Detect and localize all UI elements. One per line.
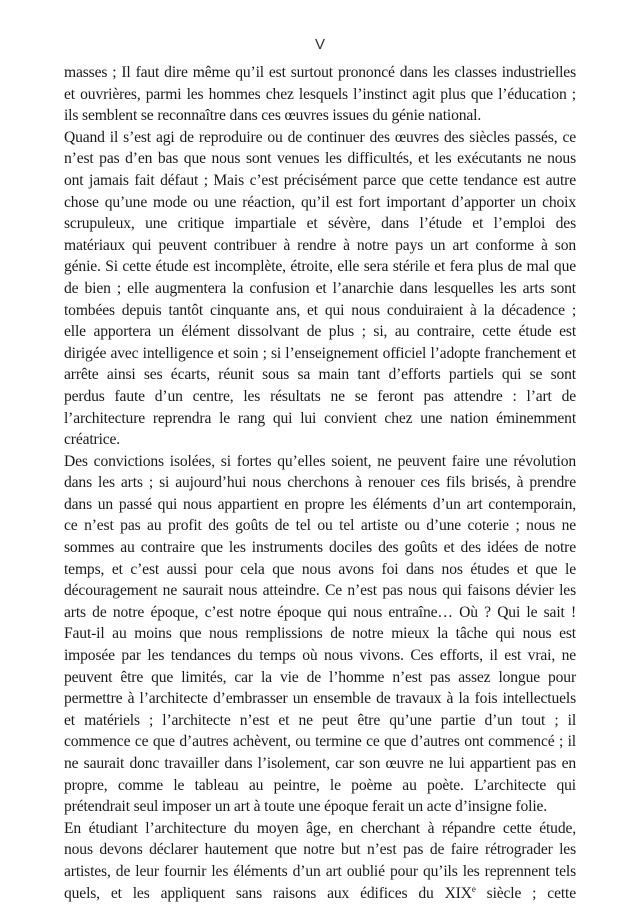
text-line: Quand il s’est agi de reproduire ou de continuer des œuvres des siècles passés, ce [64,128,576,146]
text-line: artistes, de leur fournir les éléments d’un art oublié pour qu’ils les reprennent tels [64,862,576,880]
text-line: scrupuleux, une critique impartiale et sévère, dans l’étude et l’emploi des [64,215,576,233]
document-body [64,62,576,904]
text-line: arts de notre époque, c’est notre époque qui nous entraîne… Où ? Qui le sait ! [64,603,576,621]
text-line: et matériels ; l’architecte n’est et ne peut être qu’une partie d’un tout ; il [64,711,576,729]
text-segment: quels, et les appliquent sans raisons aux édifices du XIX [64,884,472,902]
text-line: Faut-il au moins que nous remplissions de notre mieux la tâche qui nous est [64,625,576,643]
text-line: chose qu’une mode ou une réaction, qu’il est fort important d’apporter un choix [64,193,576,211]
text-line: créatrice. [64,431,121,449]
text-line: imposée par les tendances du temps où nous vivons. Ces efforts, il est vrai, ne [64,647,576,665]
text-line: n’est pas d’en bas que nous sont venues les difficultés, et les exécutants ne nous [64,150,576,168]
text-line: de bien ; elle augmentera la confusion et l’anarchie dans lesquelles les arts sont [64,279,576,297]
text-line: dans un passé qui nous appartient en propre les éléments d’un art contemporain, [64,495,576,513]
text-line: l’architecture reprendra le rang qui lui convient chez une nation éminemment [64,409,576,427]
text-line-with-superscript [64,883,576,904]
text-line: En étudiant l’architecture du moyen âge, en cherchant à répandre cette étude, [64,819,576,837]
text-line: tombées depuis tantôt cinquante ans, et qui nous conduiraient à la décadence ; [64,301,576,319]
paragraph-2 [64,127,576,451]
text-line: ne saurait donc travailler dans l’isolement, car son œuvre ne lui appartient pas en [64,755,576,772]
text-line: arrête ainsi ses écarts, réunit sous sa main tant d’efforts partiels qui se sont [64,366,576,384]
text-line: commence ce que d’autres achèvent, ou termine ce que d’autres ont commencé ; il [64,733,576,751]
text-line: ce n’est pas au profit des goûts de tel ou tel artiste ou d’une coterie ; nous ne [64,517,576,535]
text-line: propre, comme le tableau au peintre, le poème au poète. L’architecte qui [64,776,576,794]
text-line: elle apportera un élément dissolvant de plus ; si, au contraire, cette étude est [64,323,576,341]
text-line: découragement ne saurait nous atteindre. Ce n’est pas nous qui faisons dévier les [64,582,576,600]
paragraph-4 [64,818,576,904]
text-line: masses ; Il faut dire même qu’il est surtout prononcé dans les classes industrielles [64,64,576,81]
text-segment: siècle ; cette [475,884,576,902]
page-number: V [314,36,325,53]
text-line: nous devons déclarer hautement que notre but n’est pas de faire rétrograder les [64,841,576,859]
text-line: prétendrait seul imposer un art à toute une époque ferait un acte d’insigne folie. [64,798,548,816]
text-line: temps, et c’est aussi pour cela que nous avons foi dans nos études et que le [64,560,576,578]
text-line: perdus faute d’un centre, les résultats ne se feront pas attendre : l’art de [64,387,576,405]
text-line: ont jamais fait défaut ; Mais c’est précisément parce que cette tendance est autre [64,171,576,189]
text-line: dans les arts ; si aujourd’hui nous cherchons à renouer ces fils brisés, à prendre [64,474,576,492]
text-line: peuvent être que limités, car la vie de l’homme n’est pas assez longue pour [64,668,576,686]
superscript-ordinal: e [471,883,476,894]
text-line: permettre à l’architecte d’embrasser un ensemble de travaux à la fois intellectuels [64,690,576,708]
text-line: et ouvrières, parmi les hommes chez lesquels l’instinct agit plus que l’éducation ; [64,85,576,103]
text-line: ils semblent se reconnaître dans ces œuvres issues du génie national. [64,107,482,125]
text-line: dirigée avec intelligence et soin ; si l’enseignement officiel l’adopte franchement et [64,344,576,362]
paragraph-1 [64,62,576,127]
text-line: génie. Si cette étude est incomplète, étroite, elle sera stérile et fera plus de mal que [64,258,576,276]
text-line: sommes au contraire que les instruments dociles des goûts et des idées de notre [64,539,576,557]
paragraph-3 [64,451,576,818]
text-line: matériaux qui peuvent contribuer à rendre à notre pays un art conforme à son [64,236,576,254]
text-line: Des convictions isolées, si fortes qu’elles soient, ne peuvent faire une révolution [64,452,576,470]
